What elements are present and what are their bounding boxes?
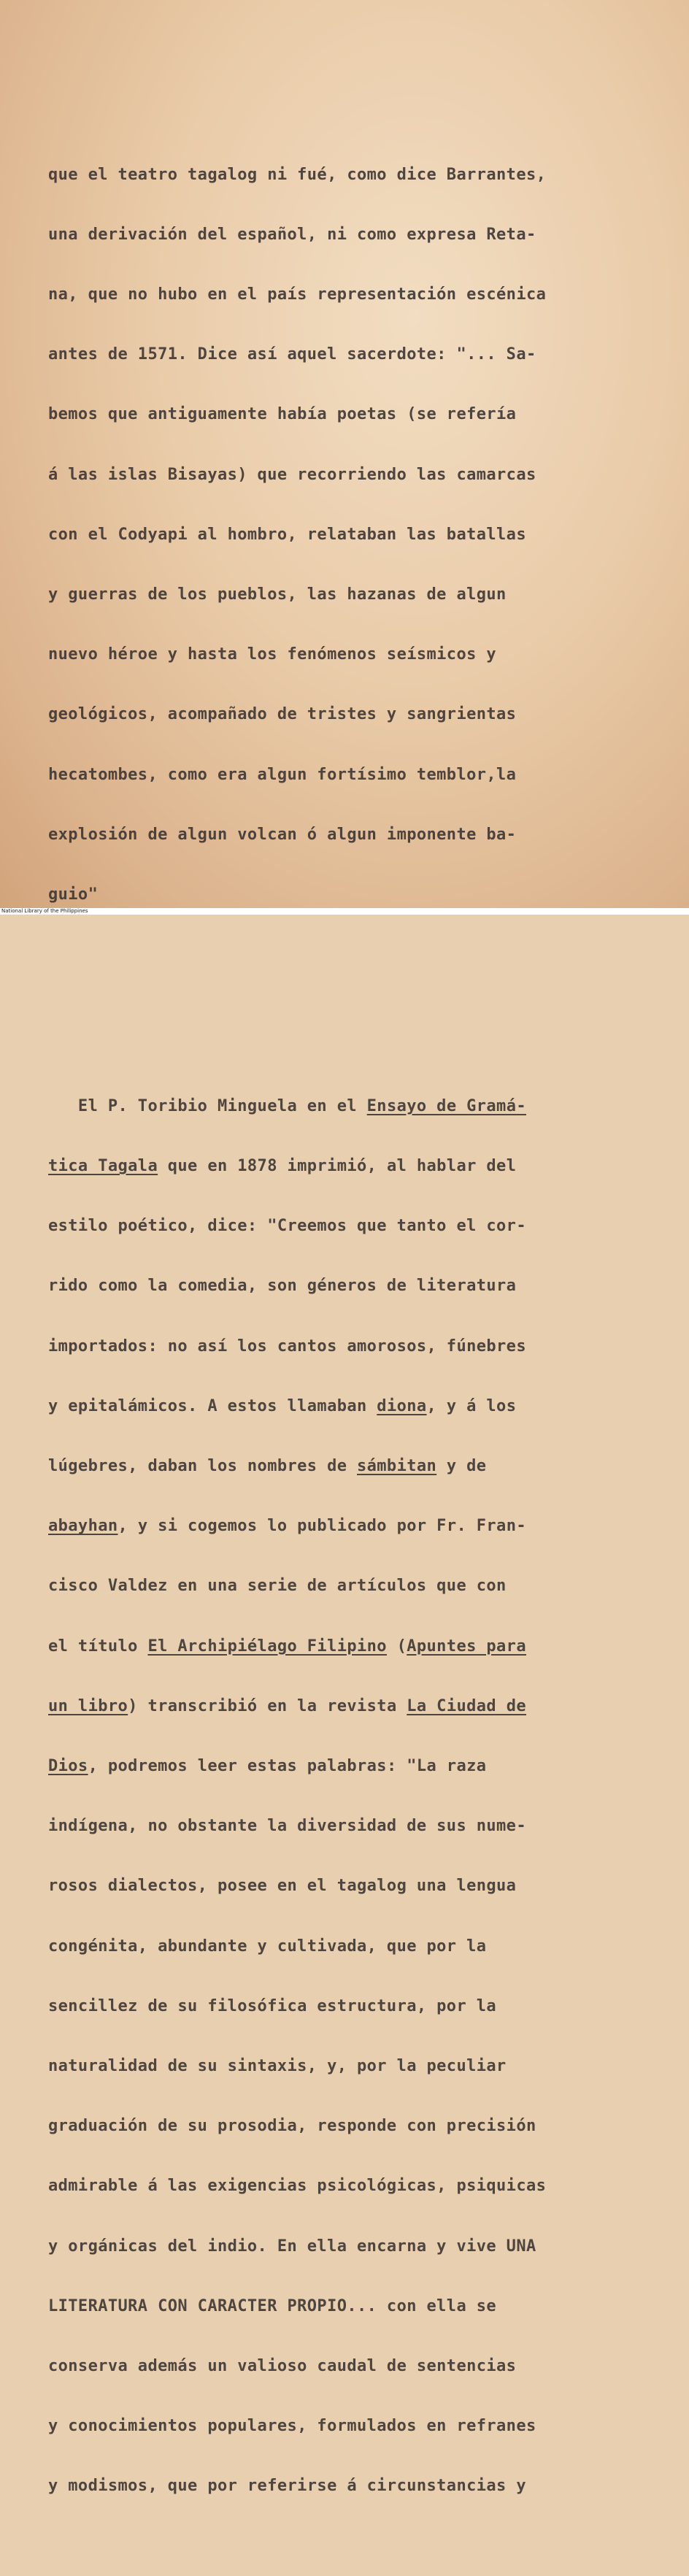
text-line: importados: no así los cantos amorosos, fúnebres xyxy=(48,1337,526,1356)
text-run: ( xyxy=(386,1637,407,1656)
text-run: ) transcribió en la revista xyxy=(128,1696,407,1715)
paragraph-gap xyxy=(48,985,647,1016)
text-run: El P. Toribio Minguela en el xyxy=(48,1096,367,1115)
text-line: y guerras de los pueblos, las hazanas de algun xyxy=(48,585,507,604)
underlined-title: tica Tagala xyxy=(48,1156,158,1175)
library-credit: National Library of the Philippines xyxy=(1,908,88,914)
text-line xyxy=(48,1456,647,1476)
text-line xyxy=(48,1696,647,1716)
text-line: rosos dialectos, posee en el tagalog una lengua xyxy=(48,1877,517,1896)
paragraph-2 xyxy=(48,1056,647,2537)
paragraph-1 xyxy=(48,125,647,945)
text-line: geológicos, acompañado de tristes y sangrientas xyxy=(48,705,517,724)
underlined-title: Ensayo de Gramá- xyxy=(366,1096,526,1115)
text-line xyxy=(48,1396,647,1416)
text-line: á las islas Bisayas) que recorriendo las camarcas xyxy=(48,465,536,484)
text-line: admirable á las exigencias psicológicas, psiquicas xyxy=(48,2177,547,2196)
text-line: LITERATURA CON CARACTER PROPIO... con ella se xyxy=(48,2296,497,2315)
text-line: que el teatro tagalog ni fué, como dice Barrantes, xyxy=(48,165,547,184)
text-line: conserva además un valioso caudal de sentencias xyxy=(48,2356,517,2375)
text-run: lúgebres, daban los nombres de xyxy=(48,1456,357,1475)
text-line: estilo poético, dice: "Creemos que tanto el cor- xyxy=(48,1217,526,1236)
text-line xyxy=(48,1156,647,1176)
text-line xyxy=(48,1637,647,1656)
text-line: sencillez de su filosófica estructura, por la xyxy=(48,1996,497,2015)
text-line: y conocimientos populares, formulados en refranes xyxy=(48,2417,536,2436)
text-line: congénita, abundante y cultivada, que por la xyxy=(48,1937,487,1956)
text-run: y de xyxy=(436,1456,487,1475)
text-line: hecatombes, como era algun fortísimo temblor,la xyxy=(48,765,517,784)
text-line xyxy=(48,1516,647,1536)
underlined-title: La Ciudad de xyxy=(407,1696,526,1715)
underlined-title: Apuntes para xyxy=(407,1637,526,1656)
text-line: explosión de algun volcan ó algun imponente ba- xyxy=(48,825,517,844)
text-line xyxy=(48,1756,647,1776)
text-line: antes de 1571. Dice así aquel sacerdote: "... Sa- xyxy=(48,345,536,364)
text-run: que en 1878 imprimió, al hablar del xyxy=(158,1156,517,1175)
text-line: cisco Valdez en una serie de artículos que con xyxy=(48,1577,507,1596)
text-run: , y si cogemos lo publicado por Fr. Fran- xyxy=(118,1517,526,1536)
underlined-term: diona xyxy=(377,1396,427,1415)
text-line: y modismos, que por referirse á circunstancias y xyxy=(48,2477,526,2496)
text-line: na, que no hubo en el país representación escénica xyxy=(48,285,547,304)
text-line: nuevo héroe y hasta los fenómenos seísmicos y xyxy=(48,645,497,664)
underlined-term: sámbitan xyxy=(357,1456,437,1475)
text-run: el título xyxy=(48,1637,148,1656)
text-run: , podremos leer estas palabras: "La raza xyxy=(88,1756,487,1775)
text-line: graduación de su prosodia, responde con precisión xyxy=(48,2117,536,2136)
text-line: indígena, no obstante la diversidad de sus nume- xyxy=(48,1817,526,1836)
underlined-title: un libro xyxy=(48,1696,128,1715)
text-line: con el Codyapi al hombro, relataban las batallas xyxy=(48,525,526,544)
text-line: guio" xyxy=(48,885,99,904)
text-line: naturalidad de su sintaxis, y, por la peculiar xyxy=(48,2056,507,2075)
footer-strip xyxy=(0,908,689,915)
text-line: y orgánicas del indio. En ella encarna y vive UNA xyxy=(48,2237,536,2256)
text-line xyxy=(48,1096,647,1116)
text-line: rido como la comedia, son géneros de literatura xyxy=(48,1277,517,1296)
text-line: bemos que antiguamente había poetas (se refería xyxy=(48,405,517,424)
text-run: y epitalámicos. A estos llamaban xyxy=(48,1396,377,1415)
underlined-title: El Archipiélago Filipino xyxy=(147,1637,387,1656)
typed-text-body xyxy=(48,85,647,2576)
text-run: , y á los xyxy=(426,1396,517,1415)
underlined-term: abayhan xyxy=(48,1517,118,1536)
text-line: una derivación del español, ni como expresa Reta- xyxy=(48,225,536,244)
underlined-title: Dios xyxy=(48,1756,88,1775)
